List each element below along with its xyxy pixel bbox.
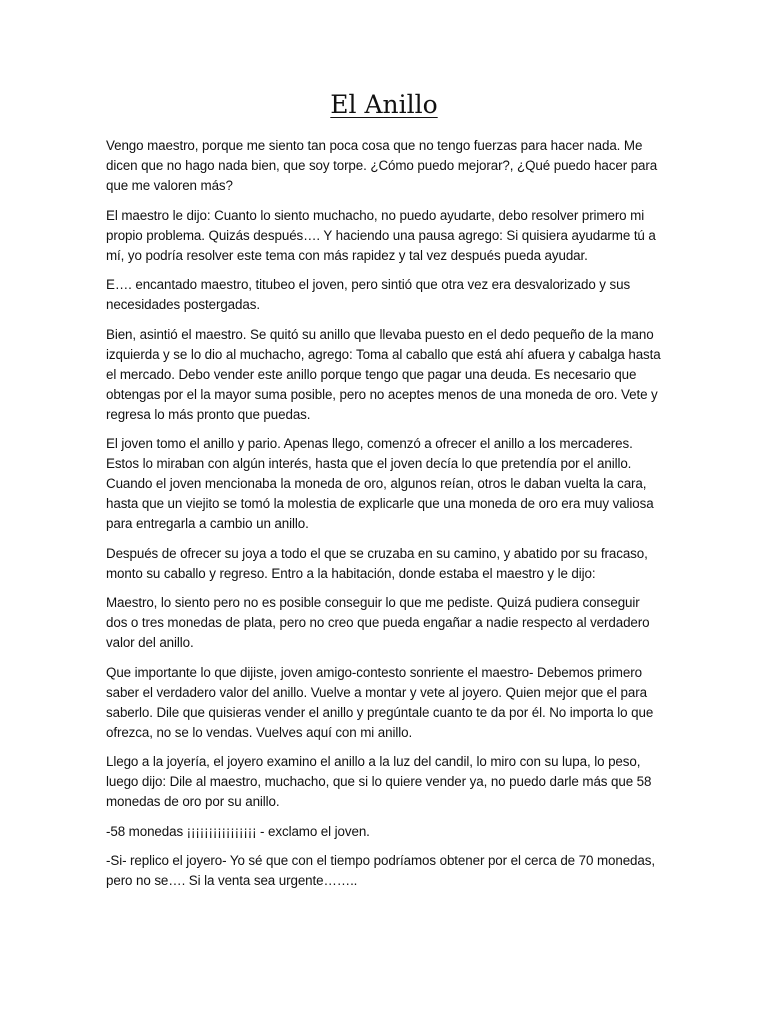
paragraph-11: -Si- replico el joyero- Yo sé que con el tiempo podríamos obtener por el cerca de 70 monedas, pero no se…. Si la venta sea urgente……..	[106, 853, 655, 888]
paragraph-8: Que importante lo que dijiste, joven amigo-contesto sonriente el maestro- Debemos primero saber el verdadero valor del anillo. Vuelve a montar y vete al joyero. Quien mejor que el para saberlo. Dile que quisieras vender el anillo y pregúntale cuanto te da por él. No importa lo que ofrezca, no se lo vendas. Vuelves aquí con mi anillo.	[106, 664, 654, 740]
paragraph-4: Bien, asintió el maestro. Se quitó su anillo que llevaba puesto en el dedo pequeño de la mano izquierda y se lo dio al muchacho, agrego: Toma al caballo que está ahí afuera y cabalga hasta el mercado. Debo vender este anillo porque tengo que pagar una deuda. Es necesario que obtengas por el la mayor suma posible, pero no aceptes menos de una moneda de oro. Vete y regresa lo más pronto que puedas.	[106, 326, 661, 422]
paragraph-7: Maestro, lo siento pero no es posible conseguir lo que me pediste. Quizá pudiera conseguir dos o tres monedas de plata, pero no creo que pueda engañar a nadie respecto al verdadero valor del anillo.	[106, 595, 650, 650]
document-title: El Anillo	[330, 90, 438, 119]
paragraph-9: Llego a la joyería, el joyero examino el anillo a la luz del candil, lo miro con su lupa, lo peso, luego dijo: Dile al maestro, muchacho, que si lo quiere vender ya, no puedo darle más que 58 monedas de oro por su anillo.	[106, 754, 652, 809]
paragraph-2: El maestro le dijo: Cuanto lo siento muchacho, no puedo ayudarte, debo resolver primero mi propio problema. Quizás después…. Y haciendo una pausa agrego: Si quisiera ayudarme tú a mí, yo podría resolver este tema con más rapidez y tal vez después pueda ayudar.	[106, 207, 656, 263]
paragraph-5: El joven tomo el anillo y pario. Apenas llego, comenzó a ofrecer el anillo a los mercaderes. Estos lo miraban con algún interés, hasta que el joven decía lo que pretendía por el anillo. Cuando el joven mencionaba la moneda de oro, algunos reían, otros le daban vuelta la cara, hasta que un viejito se tomó la molestia de explicarle que una moneda de oro era muy valiosa para entregarla a cambio un anillo.	[106, 436, 654, 531]
paragraph-6: Después de ofrecer su joya a todo el que se cruzaba en su camino, y abatido por su fracaso, monto su caballo y regreso. Entro a la habitación, donde estaba el maestro y le dijo:	[106, 545, 648, 581]
paragraph-10: -58 monedas ¡¡¡¡¡¡¡¡¡¡¡¡¡¡¡¡ - exclamo el joven.	[106, 823, 370, 839]
paragraph-3: E…. encantado maestro, titubeo el joven, pero sintió que otra vez era desvalorizado y sus necesidades postergadas.	[106, 277, 631, 312]
paragraph-1: Vengo maestro, porque me siento tan poca cosa que no tengo fuerzas para hacer nada. Me dicen que no hago nada bien, que soy torpe. ¿Cómo puedo mejorar?, ¿Qué puedo hacer para que me valoren más?	[106, 138, 658, 193]
